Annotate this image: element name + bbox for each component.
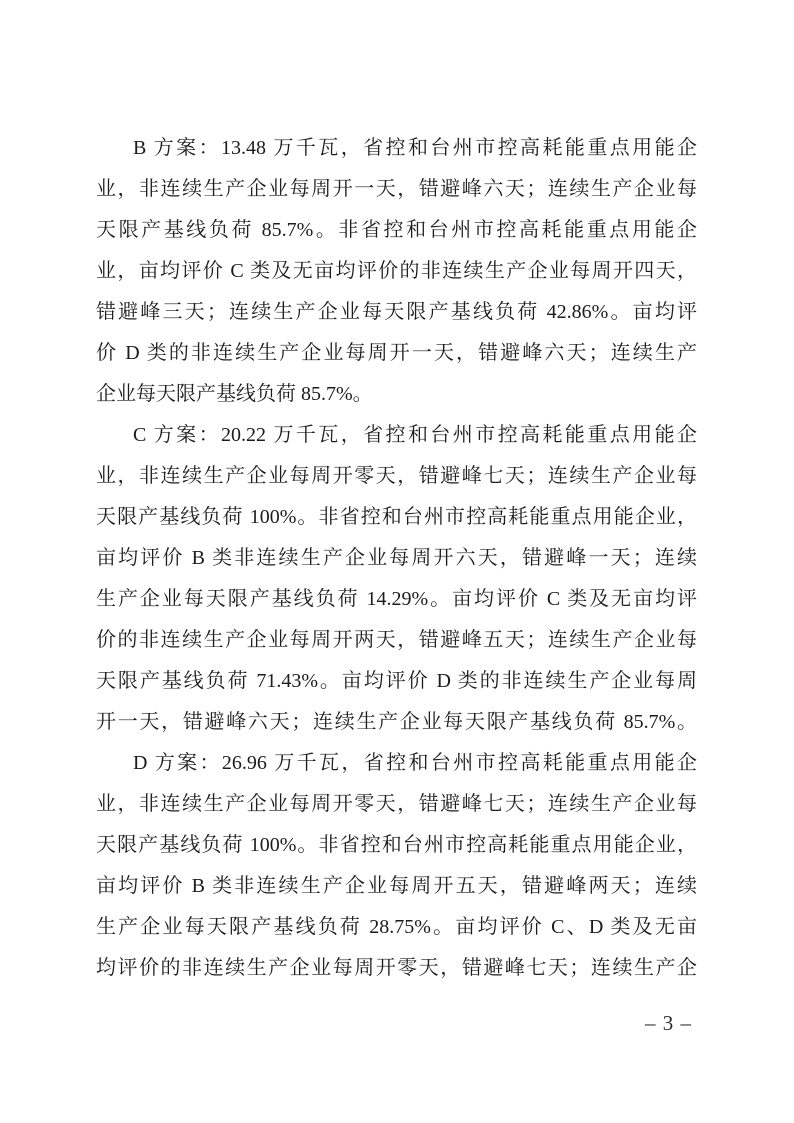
text-line: 业，非连续生产企业每周开零天，错避峰七天；连续生产企业每 — [96, 793, 697, 815]
text-line: 均评价的非连续生产企业每周开零天，错避峰七天；连续生产企 — [96, 957, 697, 979]
text-line: B 方案：13.48 万千瓦，省控和台州市控高耗能重点用能企 — [133, 137, 697, 159]
text-line: 天限产基线负荷 100%。非省控和台州市控高耗能重点用能企业， — [96, 834, 697, 856]
text-line: 业，亩均评价 C 类及无亩均评价的非连续生产企业每周开四天， — [96, 260, 697, 282]
text-line: 亩均评价 B 类非连续生产企业每周开五天，错避峰两天；连续 — [96, 875, 697, 897]
text-block — [96, 128, 697, 989]
text-line: 天限产基线负荷 85.7%。非省控和台州市控高耗能重点用能企 — [96, 219, 697, 241]
text-line: 开一天，错避峰六天；连续生产企业每天限产基线负荷 85.7%。 — [96, 711, 697, 733]
text-line: 亩均评价 B 类非连续生产企业每周开六天，错避峰一天；连续 — [96, 547, 697, 569]
paragraph-plan-c — [96, 415, 697, 743]
text-line: D 方案：26.96 万千瓦，省控和台州市控高耗能重点用能企 — [133, 752, 697, 774]
text-line: 企业每天限产基线负荷 85.7%。 — [96, 383, 373, 405]
text-line: 错避峰三天；连续生产企业每天限产基线负荷 42.86%。亩均评 — [96, 301, 697, 323]
text-line: C 方案：20.22 万千瓦，省控和台州市控高耗能重点用能企 — [133, 424, 697, 446]
text-line: 生产企业每天限产基线负荷 28.75%。亩均评价 C、D 类及无亩 — [96, 916, 697, 938]
text-line: 天限产基线负荷 71.43%。亩均评价 D 类的非连续生产企业每周 — [96, 670, 697, 692]
text-line: 业，非连续生产企业每周开零天，错避峰七天；连续生产企业每 — [96, 465, 697, 487]
text-line: 价 D 类的非连续生产企业每周开一天，错避峰六天；连续生产 — [96, 342, 697, 364]
text-line: 天限产基线负荷 100%。非省控和台州市控高耗能重点用能企业， — [96, 506, 697, 528]
text-line: 业，非连续生产企业每周开一天，错避峰六天；连续生产企业每 — [96, 178, 697, 200]
text-line: 生产企业每天限产基线负荷 14.29%。亩均评价 C 类及无亩均评 — [96, 588, 697, 610]
paragraph-plan-b — [96, 128, 697, 415]
paragraph-plan-d — [96, 743, 697, 989]
page-number: – 3 – — [645, 1011, 692, 1035]
text-line: 价的非连续生产企业每周开两天，错避峰五天；连续生产企业每 — [96, 629, 697, 651]
